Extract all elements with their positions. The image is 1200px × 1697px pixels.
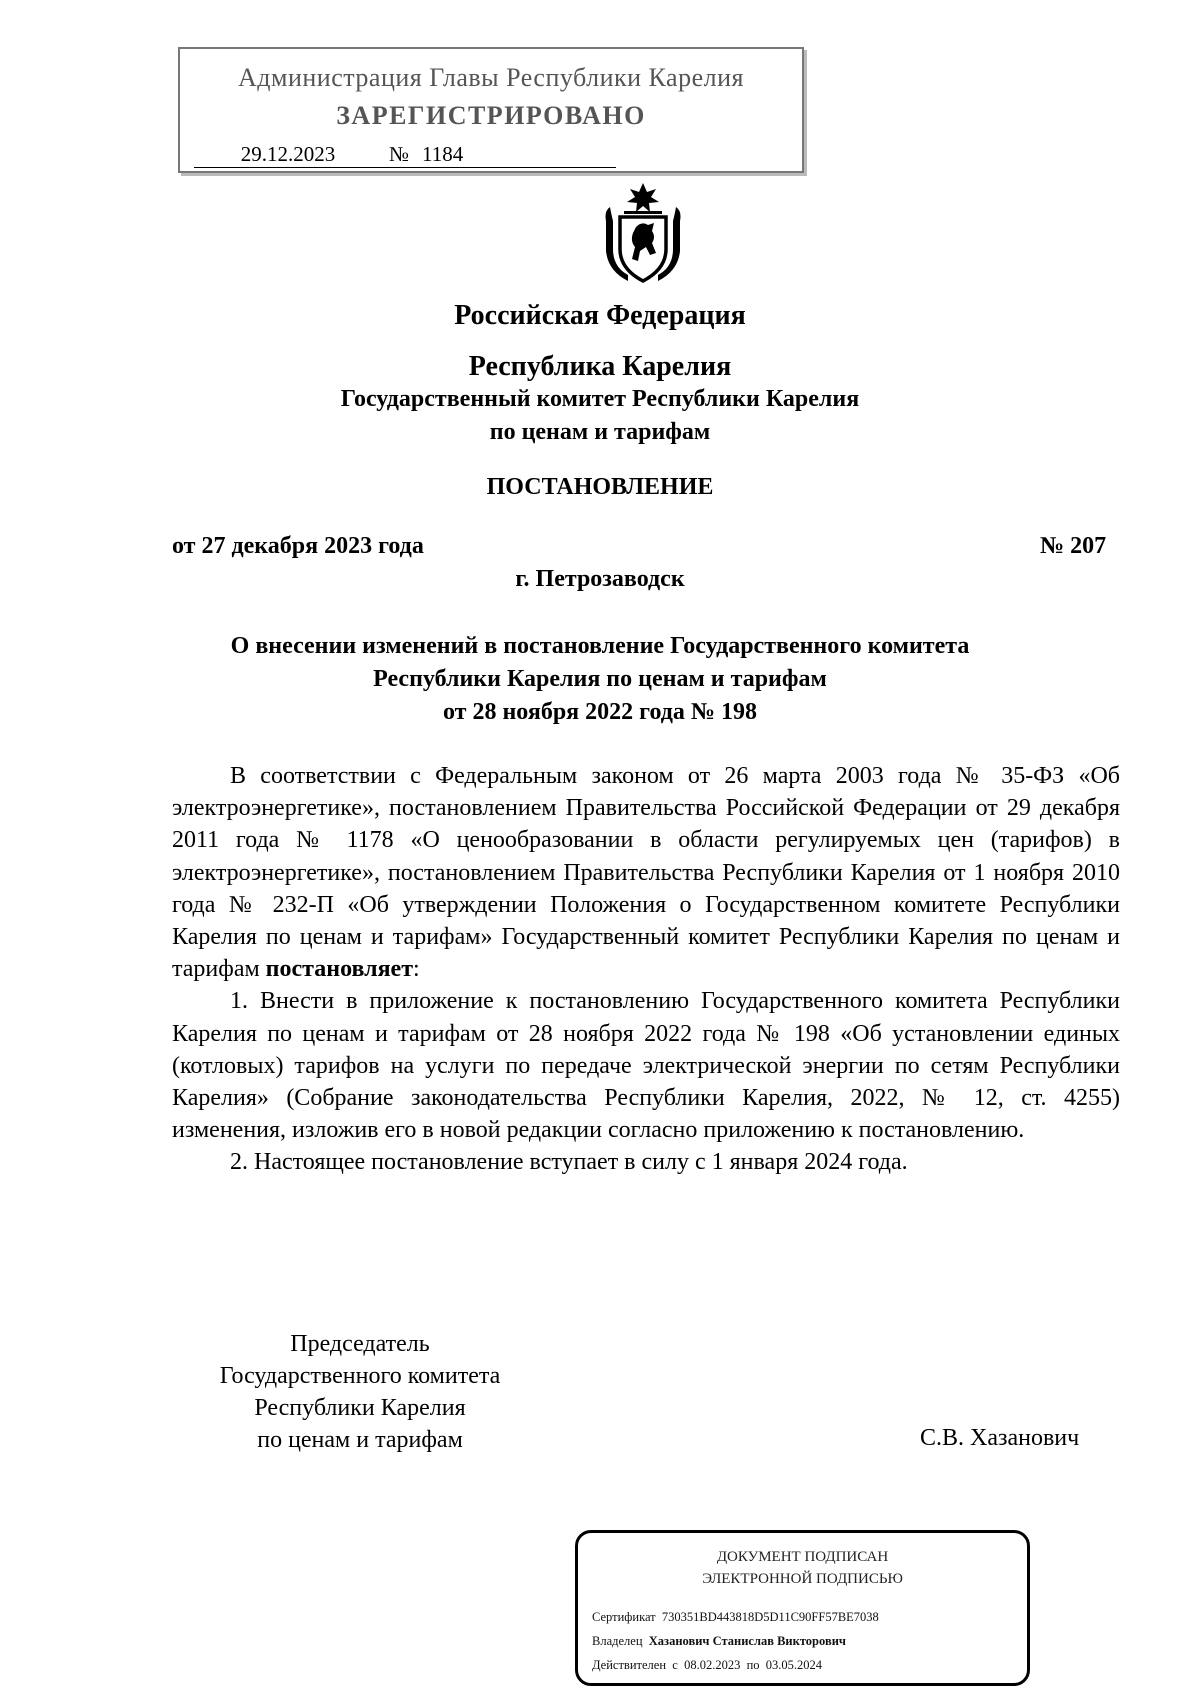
document-title-line2: Республики Карелия по ценам и тарифам [373, 666, 827, 692]
position-line4: по ценам и тарифам [257, 1427, 463, 1453]
document-title-line3: от 28 ноября 2022 года № 198 [442, 699, 758, 725]
decree-word: постановляет [265, 956, 413, 983]
coat-of-arms-icon [598, 181, 688, 291]
registration-status: ЗАРЕГИСТРИРОВАНО [336, 101, 646, 130]
registration-date: 29.12.2023 [194, 142, 382, 168]
document-body [172, 760, 1120, 1179]
preamble-text: В соответствии с Федеральным законом от 26 марта 2003 года № 35-ФЗ «Об электроэнергетике», постановлением Правительства Российской Федерации от 29 декабря 2011 года № 1178 «О ценообразовании в области регулируемых цен (тарифов) в электроэнергетике», постановлением Правительства Республики Карелия от 1 ноября 2010 года № 232-П «Об утверждении Положения о Государственном комитете Республики Карелия по ценам и тарифам» Государственный комитет Республики Карелия по ценам и тарифам [172, 763, 1120, 983]
position-line2: Государственного комитета [219, 1363, 501, 1389]
position-line3: Республики Карелия [254, 1395, 466, 1421]
esig-title-line1: ДОКУМЕНТ ПОДПИСАН [716, 1549, 889, 1565]
electronic-signature-stamp [575, 1530, 1030, 1686]
committee-name-line1: Государственный комитет Республики Карелия [340, 386, 860, 412]
preamble-paragraph [172, 760, 1120, 985]
document-city: г. Петрозаводск [515, 566, 685, 592]
registration-stamp [178, 47, 804, 173]
esig-validity: Действителен с 08.02.2023 по 03.05.2024 [592, 1658, 823, 1672]
decree-colon: : [413, 956, 420, 983]
registration-organization: Администрация Главы Республики Карелия [238, 63, 744, 92]
registration-date-number [194, 142, 616, 168]
esig-certificate: Сертификат 730351BD443818D5D11C90FF57BE7038 [592, 1610, 879, 1624]
position-line1: Председатель [290, 1331, 430, 1357]
registration-number: 1184 [416, 142, 616, 168]
item-1: 1. Внести в приложение к постановлению Государственного комитета Республики Карелия по ценам и тарифам от 28 ноября 2022 года № 198 «Об установлении единых (котловых) тарифов на услуги по передаче электрической энергии по сетям Республики Карелия» (Собрание законодательства Республики Карелия, 2022, № 12, ст. 4255) изменения, изложив его в новой редакции согласно приложению к постановлению. [172, 988, 1120, 1144]
committee-name-line2: по ценам и тарифам [489, 419, 711, 445]
document-date: от 27 декабря 2023 года [172, 533, 424, 559]
registration-number-label: № [382, 142, 416, 168]
document-type: ПОСТАНОВЛЕНИЕ [486, 474, 714, 500]
document-title-line1: О внесении изменений в постановление Государственного комитета [230, 633, 970, 659]
signatory-position [185, 1328, 535, 1456]
signatory-name: С.В. Хазанович [920, 1425, 1080, 1451]
esig-title-line2: ЭЛЕКТРОННОЙ ПОДПИСЬЮ [702, 1571, 903, 1587]
document-number: № 207 [1040, 533, 1107, 559]
republic-name: Республика Карелия [468, 351, 732, 382]
item-2: 2. Настоящее постановление вступает в силу с 1 января 2024 года. [230, 1149, 908, 1176]
country-name: Российская Федерация [454, 300, 746, 331]
esig-owner: Владелец Хазанович Станислав Викторович [592, 1634, 846, 1648]
